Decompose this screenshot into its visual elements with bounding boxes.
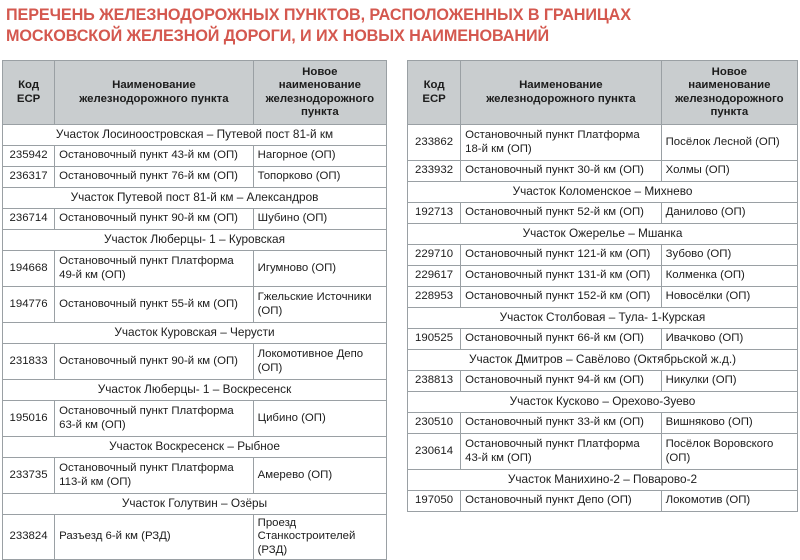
cell-station-name: Остановочный пункт 131-й км (ОП)	[461, 266, 662, 287]
column-header-new-name-line-4: пункта	[300, 105, 339, 118]
cell-station-name: Остановочный пункт Депо (ОП)	[461, 491, 662, 512]
table-row	[408, 491, 798, 512]
cell-station-name: Остановочный пункт 121-й км (ОП)	[461, 245, 662, 266]
column-header-new-name-line-4: пункта	[710, 105, 749, 118]
cell-station-name: Остановочный пункт Платформа 18-й км (ОП)	[461, 125, 662, 161]
table-row	[3, 167, 387, 188]
table-row	[408, 266, 798, 287]
cell-code-esr: 233735	[3, 458, 55, 494]
cell-code-esr: 231833	[3, 344, 55, 380]
cell-new-station-name: Вишняково (ОП)	[661, 413, 797, 434]
cell-new-station-name: Зубово (ОП)	[661, 245, 797, 266]
table-row	[408, 287, 798, 308]
cell-new-station-name: Топорково (ОП)	[253, 167, 386, 188]
section-header-row	[408, 182, 798, 203]
right-table-column	[407, 60, 798, 512]
table-row	[408, 371, 798, 392]
section-header-row	[3, 188, 387, 209]
left-table-column	[2, 60, 387, 560]
table-row	[408, 434, 798, 470]
column-header-new-name-line-1: Новое	[711, 65, 747, 78]
cell-code-esr: 233932	[408, 161, 461, 182]
cell-station-name: Остановочный пункт 94-й км (ОП)	[461, 371, 662, 392]
left-header-row	[3, 61, 387, 125]
cell-station-name: Остановочный пункт 43-й км (ОП)	[55, 146, 254, 167]
section-header-row	[408, 308, 798, 329]
page-title-line-1: ПЕРЕЧЕНЬ ЖЕЛЕЗНОДОРОЖНЫХ ПУНКТОВ, РАСПОЛОЖЕННЫХ В ГРАНИЦАХ	[6, 6, 631, 24]
section-header-label: Участок Лосиноостровская – Путевой пост 81-й км	[3, 125, 387, 146]
section-header-label: Участок Голутвин – Озёры	[3, 494, 387, 515]
column-header-name-line-2: железнодорожного пункта	[486, 92, 636, 105]
cell-new-station-name: Амерево (ОП)	[253, 458, 386, 494]
cell-code-esr: 194668	[3, 251, 55, 287]
cell-code-esr: 235942	[3, 146, 55, 167]
section-header-row	[3, 230, 387, 251]
column-header-new-name	[661, 61, 797, 125]
section-header-label: Участок Манихино-2 – Поварово-2	[408, 470, 798, 491]
section-header-label: Участок Коломенское – Михнево	[408, 182, 798, 203]
column-header-new-name	[253, 61, 386, 125]
table-row	[3, 401, 387, 437]
table-row	[3, 515, 387, 560]
cell-new-station-name: Цибино (ОП)	[253, 401, 386, 437]
right-table-head	[408, 61, 798, 125]
cell-code-esr: 190525	[408, 329, 461, 350]
cell-new-station-name: Данилово (ОП)	[661, 203, 797, 224]
cell-station-name: Остановочный пункт 33-й км (ОП)	[461, 413, 662, 434]
column-header-code	[408, 61, 461, 125]
cell-station-name: Остановочный пункт Платформа 113-й км (ОП)	[55, 458, 254, 494]
column-header-name-line-1: Наименование	[112, 79, 196, 92]
section-header-label: Участок Дмитров – Савёлово (Октябрьской ж.д.)	[408, 350, 798, 371]
cell-new-station-name: Игумново (ОП)	[253, 251, 386, 287]
cell-code-esr: 238813	[408, 371, 461, 392]
cell-station-name: Остановочный пункт 52-й км (ОП)	[461, 203, 662, 224]
cell-new-station-name: Проезд Станкостроителей (РЗД)	[253, 515, 386, 560]
cell-new-station-name: Локомотив (ОП)	[661, 491, 797, 512]
cell-new-station-name: Локомотивное Депо (ОП)	[253, 344, 386, 380]
table-row	[408, 161, 798, 182]
cell-station-name: Остановочный пункт Платформа 43-й км (ОП)	[461, 434, 662, 470]
column-header-code-line-1: Код	[18, 79, 40, 92]
table-row	[408, 329, 798, 350]
section-header-row	[408, 224, 798, 245]
cell-code-esr: 194776	[3, 287, 55, 323]
section-header-label: Участок Столбовая – Тула- 1-Курская	[408, 308, 798, 329]
cell-new-station-name: Нагорное (ОП)	[253, 146, 386, 167]
cell-code-esr: 233862	[408, 125, 461, 161]
cell-code-esr: 230614	[408, 434, 461, 470]
table-row	[3, 344, 387, 380]
cell-new-station-name: Шубино (ОП)	[253, 209, 386, 230]
cell-station-name: Остановочный пункт 66-й км (ОП)	[461, 329, 662, 350]
left-table-body	[3, 125, 387, 560]
cell-code-esr: 230510	[408, 413, 461, 434]
section-header-row	[408, 350, 798, 371]
table-row	[408, 245, 798, 266]
cell-new-station-name: Холмы (ОП)	[661, 161, 797, 182]
table-row	[3, 209, 387, 230]
section-header-label: Участок Люберцы- 1 – Куровская	[3, 230, 387, 251]
table-row	[408, 413, 798, 434]
section-header-label: Участок Куровская – Черусти	[3, 323, 387, 344]
column-header-name	[55, 61, 254, 125]
column-header-name-line-1: Наименование	[519, 79, 603, 92]
table-row	[408, 125, 798, 161]
cell-station-name: Остановочный пункт 76-й км (ОП)	[55, 167, 254, 188]
tables-container	[0, 60, 800, 560]
table-row	[3, 251, 387, 287]
table-row	[408, 203, 798, 224]
column-header-new-name-line-2: наименование	[688, 79, 771, 92]
column-header-new-name-line-3: железнодорожного	[265, 92, 375, 105]
cell-station-name: Остановочный пункт 30-й км (ОП)	[461, 161, 662, 182]
column-header-code	[3, 61, 55, 125]
railway-table-left	[2, 60, 387, 560]
cell-new-station-name: Колменка (ОП)	[661, 266, 797, 287]
cell-station-name: Остановочный пункт 152-й км (ОП)	[461, 287, 662, 308]
cell-code-esr: 233824	[3, 515, 55, 560]
section-header-row	[3, 323, 387, 344]
section-header-row	[3, 125, 387, 146]
column-header-code-line-2: ЕСР	[422, 92, 446, 105]
cell-code-esr: 229710	[408, 245, 461, 266]
column-header-name-line-2: железнодорожного пункта	[79, 92, 229, 105]
section-header-label: Участок Ожерелье – Мшанка	[408, 224, 798, 245]
section-header-label: Участок Кусково – Орехово-Зуево	[408, 392, 798, 413]
railway-table-right	[407, 60, 798, 512]
cell-code-esr: 228953	[408, 287, 461, 308]
column-header-code-line-1: Код	[423, 79, 445, 92]
left-table-head	[3, 61, 387, 125]
table-row	[3, 287, 387, 323]
cell-code-esr: 192713	[408, 203, 461, 224]
section-header-row	[3, 437, 387, 458]
column-header-name	[461, 61, 662, 125]
cell-new-station-name: Гжельские Источники (ОП)	[253, 287, 386, 323]
section-header-label: Участок Воскресенск – Рыбное	[3, 437, 387, 458]
right-header-row	[408, 61, 798, 125]
cell-station-name: Остановочный пункт Платформа 49-й км (ОП)	[55, 251, 254, 287]
cell-code-esr: 236714	[3, 209, 55, 230]
section-header-label: Участок Путевой пост 81-й км – Александров	[3, 188, 387, 209]
page-title	[0, 0, 800, 46]
cell-new-station-name: Новосёлки (ОП)	[661, 287, 797, 308]
cell-code-esr: 229617	[408, 266, 461, 287]
section-header-row	[408, 392, 798, 413]
cell-new-station-name: Посёлок Лесной (ОП)	[661, 125, 797, 161]
cell-station-name: Остановочный пункт Платформа 63-й км (ОП)	[55, 401, 254, 437]
column-header-new-name-line-2: наименование	[278, 79, 361, 92]
section-header-row	[3, 494, 387, 515]
cell-station-name: Остановочный пункт 90-й км (ОП)	[55, 344, 254, 380]
cell-station-name: Остановочный пункт 90-й км (ОП)	[55, 209, 254, 230]
cell-station-name: Остановочный пункт 55-й км (ОП)	[55, 287, 254, 323]
cell-new-station-name: Посёлок Воровского (ОП)	[661, 434, 797, 470]
table-row	[3, 146, 387, 167]
section-header-row	[3, 380, 387, 401]
column-header-code-line-2: ЕСР	[16, 92, 41, 105]
cell-code-esr: 197050	[408, 491, 461, 512]
right-table-body	[408, 125, 798, 512]
section-header-row	[408, 470, 798, 491]
column-header-new-name-line-1: Новое	[302, 65, 338, 78]
column-header-new-name-line-3: железнодорожного	[675, 92, 784, 105]
section-header-label: Участок Люберцы- 1 – Воскресенск	[3, 380, 387, 401]
page-title-line-2: МОСКОВСКОЙ ЖЕЛЕЗНОЙ ДОРОГИ, И ИХ НОВЫХ НАИМЕНОВАНИЙ	[6, 26, 550, 45]
cell-code-esr: 236317	[3, 167, 55, 188]
cell-station-name: Разъезд 6-й км (РЗД)	[55, 515, 254, 560]
cell-new-station-name: Ивачково (ОП)	[661, 329, 797, 350]
table-row	[3, 458, 387, 494]
cell-code-esr: 195016	[3, 401, 55, 437]
cell-new-station-name: Никулки (ОП)	[661, 371, 797, 392]
